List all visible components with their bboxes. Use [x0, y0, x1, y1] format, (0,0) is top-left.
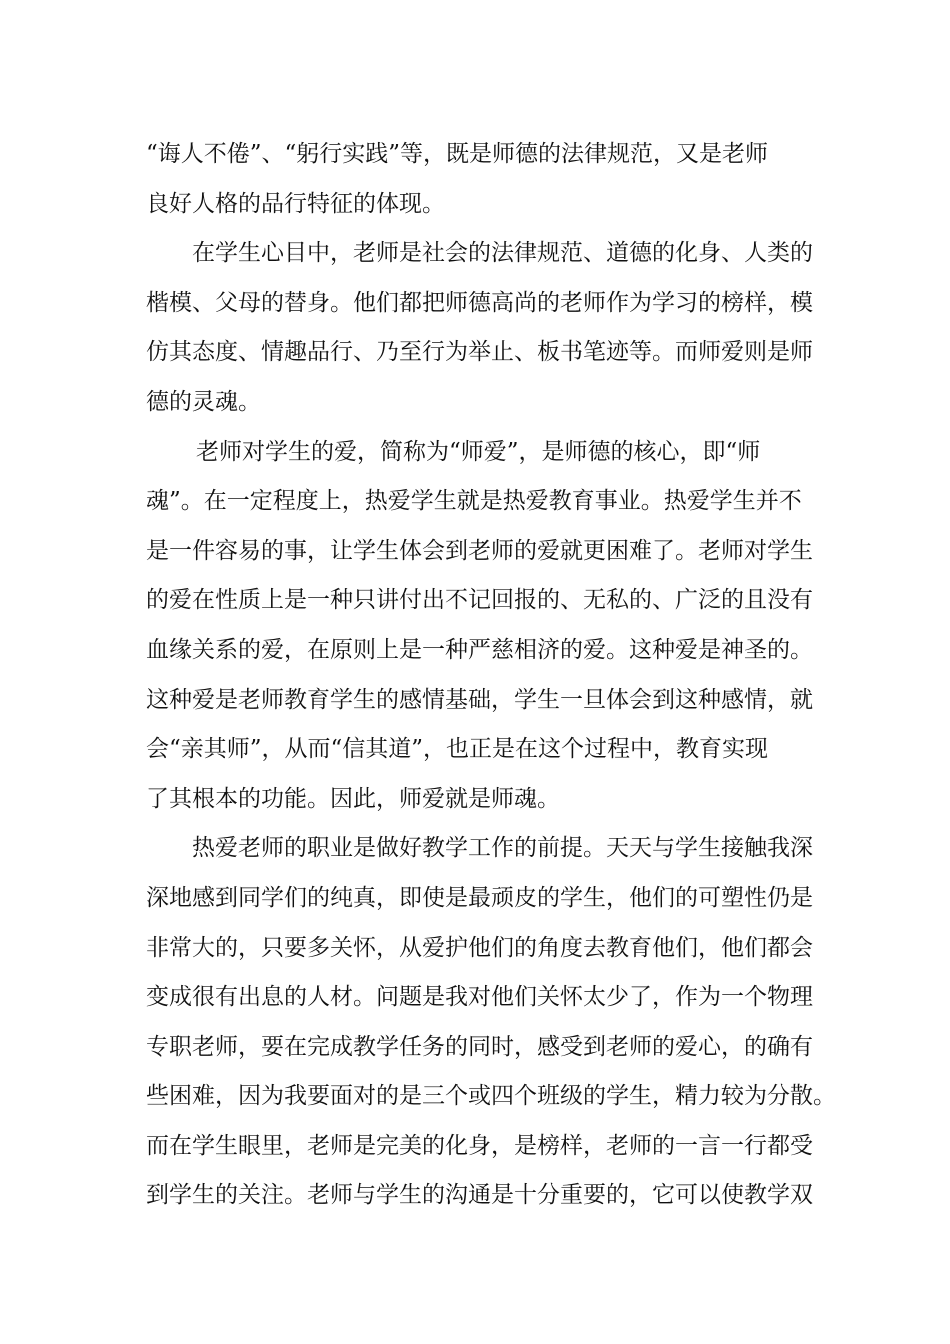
text-line: 到学生的关注。老师与学生的沟通是十分重要的，它可以使教学双 — [146, 1182, 813, 1209]
text-line: 深地感到同学们的纯真，即使是最顽皮的学生，他们的可塑性仍是 — [146, 884, 813, 911]
paragraph-first-line: 热爱老师的职业是做好教学工作的前提。天天与学生接触我深 — [192, 835, 813, 862]
text-line: “诲人不倦”、“躬行实践”等，既是师德的法律规范，又是老师 — [146, 141, 769, 167]
text-line: 非常大的，只要多关怀，从爱护他们的角度去教育他们，他们都会 — [146, 934, 813, 961]
paragraph-first-line: 老师对学生的爱，简称为“师爱”，是师德的核心，即“师 — [196, 438, 761, 465]
text-line: 仿其态度、情趣品行、乃至行为举止、板书笔迹等。而师爱则是师 — [146, 339, 813, 366]
paragraph-first-line: 在学生心目中，老师是社会的法律规范、道德的化身、人类的 — [192, 240, 813, 267]
text-line: 血缘关系的爱，在原则上是一种严慈相济的爱。这种爱是神圣的。 — [146, 636, 813, 663]
text-line: 楷模、父母的替身。他们都把师德高尚的老师作为学习的榜样，模 — [146, 289, 813, 316]
body-text — [146, 130, 836, 1221]
text-line: 的爱在性质上是一种只讲付出不记回报的、无私的、广泛的且没有 — [146, 587, 813, 614]
text-line: 魂”。在一定程度上，热爱学生就是热爱教育事业。热爱学生并不 — [146, 488, 802, 515]
text-line: 变成很有出息的人材。问题是我对他们关怀太少了，作为一个物理 — [146, 984, 813, 1011]
text-line: 这种爱是老师教育学生的感情基础，学生一旦体会到这种感情，就 — [146, 686, 813, 713]
text-line: 是一件容易的事，让学生体会到老师的爱就更困难了。老师对学生 — [146, 537, 813, 564]
text-line: 而在学生眼里，老师是完美的化身，是榜样，老师的一言一行都受 — [146, 1132, 813, 1159]
text-line: 德的灵魂。 — [146, 388, 261, 415]
text-line: 了其根本的功能。因此，师爱就是师魂。 — [146, 785, 560, 812]
text-line: 专职老师，要在完成教学任务的同时，感受到老师的爱心，的确有 — [146, 1033, 813, 1060]
text-line: 良好人格的品行特征的体现。 — [146, 190, 445, 217]
text-line: 会“亲其师”，从而“信其道”，也正是在这个过程中，教育实现 — [146, 736, 769, 763]
text-line: 些困难，因为我要面对的是三个或四个班级的学生，精力较为分散。 — [146, 1083, 836, 1110]
